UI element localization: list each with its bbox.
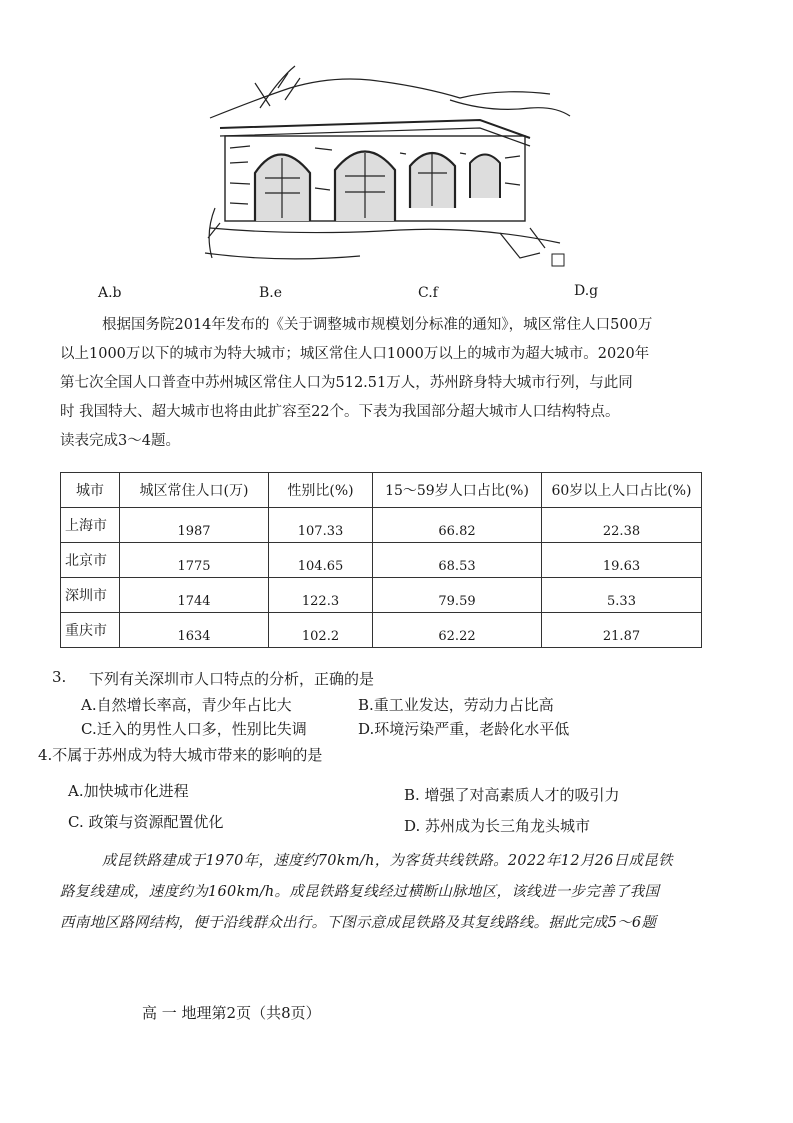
passage-line: 西南地区路网结构，便于沿线群众出行。下图示意成昆铁路及其复线路线。据此完成5～6题 [60, 915, 657, 931]
figure-option-d: D.g [574, 283, 599, 299]
question-3-option-d: D.环境污染严重，老龄化水平低 [358, 720, 570, 738]
cell-value: 1775 [120, 543, 269, 578]
question-3-number: 3. [52, 668, 67, 686]
intro-line: 以上1000万以下的城市为特大城市；城区常住人口1000万以上的城市为超大城市。2020年 [60, 346, 650, 362]
intro-line: 根据国务院2014年发布的《关于调整城市规模划分标准的通知》，城区常住人口500万 [102, 317, 653, 333]
cell-value: 102.2 [269, 613, 373, 648]
header-city: 城市 [61, 473, 120, 508]
cell-value: 19.63 [542, 543, 702, 578]
question-4-option-d: D. 苏州成为长三角龙头城市 [404, 817, 591, 835]
figure-option-c: C.f [418, 285, 438, 301]
header-population: 城区常住人口(万) [120, 473, 269, 508]
cell-value: 79.59 [373, 578, 542, 613]
question-3-option-c: C.迁入的男性人口多，性别比失调 [81, 720, 307, 738]
cell-city: 重庆市 [61, 613, 120, 648]
cell-value: 66.82 [373, 508, 542, 543]
cell-value: 22.38 [542, 508, 702, 543]
cell-value: 1744 [120, 578, 269, 613]
cell-value: 1634 [120, 613, 269, 648]
header-sex-ratio: 性别比(%) [269, 473, 373, 508]
table-row [61, 578, 702, 613]
question-4-option-b: B. 增强了对高素质人才的吸引力 [404, 786, 620, 804]
question-4-option-a: A.加快城市化进程 [68, 782, 189, 800]
intro-line: 读表完成3～4题。 [60, 433, 180, 449]
cell-value: 107.33 [269, 508, 373, 543]
passage-line: 成昆铁路建成于1970年，速度约70km/h，为客货共线铁路。2022年12月26日成昆铁 [102, 853, 673, 869]
city-population-table [60, 472, 702, 648]
table-row [61, 613, 702, 648]
cell-value: 21.87 [542, 613, 702, 648]
question-3-stem: 下列有关深圳市人口特点的分析，正确的是 [89, 670, 375, 688]
figure-option-a: A.b [98, 285, 122, 301]
cell-value: 104.65 [269, 543, 373, 578]
cell-city: 上海市 [61, 508, 120, 543]
question-4-stem: 4.不属于苏州成为特大城市带来的影响的是 [38, 746, 323, 764]
page-footer: 高 一 地理第2页（共8页） [142, 1004, 321, 1022]
figure-option-b: B.e [259, 285, 283, 301]
question-3-option-a: A.自然增长率高，青少年占比大 [81, 696, 292, 714]
cell-city: 深圳市 [61, 578, 120, 613]
cave-dwelling-illustration [200, 58, 580, 276]
table-row [61, 543, 702, 578]
question-4-option-c: C. 政策与资源配置优化 [68, 813, 224, 831]
intro-line: 时 我国特大、超大城市也将由此扩容至22个。下表为我国部分超大城市人口结构特点。 [60, 404, 620, 420]
cell-value: 1987 [120, 508, 269, 543]
cell-value: 5.33 [542, 578, 702, 613]
intro-line: 第七次全国人口普查中苏州城区常住人口为512.51万人，苏州跻身特大城市行列，与此同 [60, 375, 633, 391]
header-elderly: 60岁以上人口占比(%) [542, 473, 702, 508]
cell-value: 68.53 [373, 543, 542, 578]
cell-city: 北京市 [61, 543, 120, 578]
cell-value: 122.3 [269, 578, 373, 613]
passage-line: 路复线建成，速度约为160km/h。成昆铁路复线经过横断山脉地区，该线进一步完善了我国 [60, 884, 660, 900]
header-working-age: 15～59岁人口占比(%) [373, 473, 542, 508]
railway-passage [60, 846, 750, 939]
intro-paragraph [60, 311, 750, 456]
table-row [61, 508, 702, 543]
table-header-row [61, 473, 702, 508]
question-3-option-b: B.重工业发达，劳动力占比高 [358, 696, 554, 714]
cell-value: 62.22 [373, 613, 542, 648]
